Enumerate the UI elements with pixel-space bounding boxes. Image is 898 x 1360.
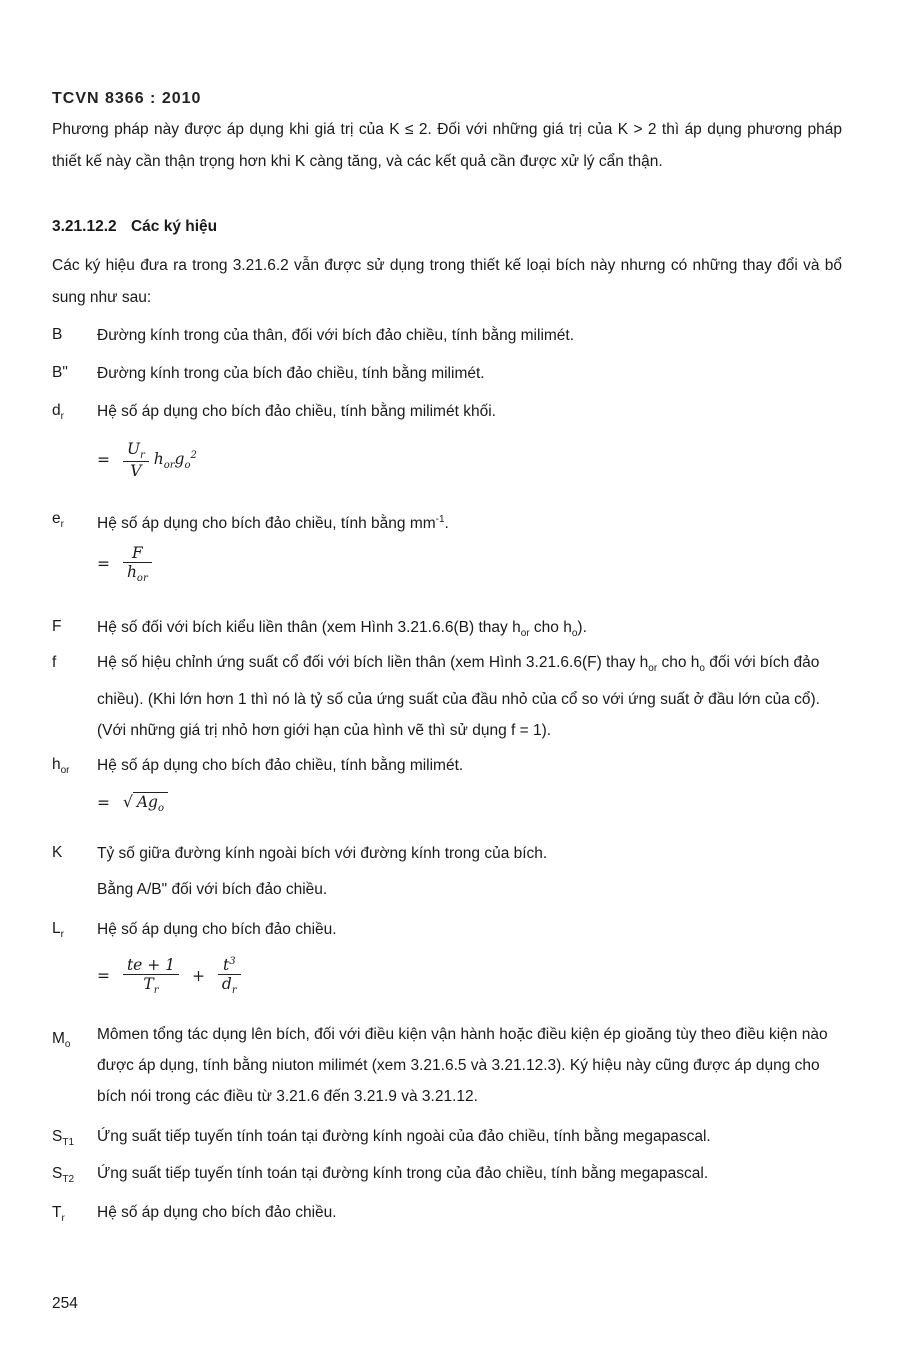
section-intro: Các ký hiệu đưa ra trong 3.21.6.2 vẫn được sử dụng trong thiết kế loại bích này nhưng có những thay đổi và bổ sung như sau: (52, 257, 842, 306)
definition-lr: Hệ số áp dụng cho bích đảo chiều. (97, 921, 337, 938)
symbol-f-lower: f (52, 654, 57, 671)
definition-f-lower: Hệ số hiệu chỉnh ứng suất cổ đối với bích liền thân (xem Hình 3.21.6.6(F) thay $h_{or}$ cho $h_o$ đối với bích đảo chiều). (Khi lớn hơn 1 thì nó là tỷ số của ứng suất của đầu nhỏ của cổ so với ứng suất ở đầu lớn của cổ). (Với những giá trị nhỏ hơn giới hạn của hình vẽ thì sử dụng f = 1). (97, 654, 820, 740)
symbol-mo: $M_o$ (52, 1030, 71, 1051)
definition-dr: Hệ số áp dụng cho bích đảo chiều, tính bằng milimét khối. (97, 403, 496, 420)
symbol-st1: $S_{T1}$ (52, 1128, 75, 1149)
section-title: Các ký hiệu (130, 218, 218, 235)
definition-hor: Hệ số áp dụng cho bích đảo chiều, tính bằng milimét. (97, 757, 464, 774)
definition-b-double-prime: Đường kính trong của bích đảo chiều, tính bằng milimét. (97, 365, 485, 382)
symbol-st2: $S_{T2}$ (52, 1165, 75, 1186)
symbol-lr: $L_r$ (52, 920, 64, 941)
formula-dr: = $\frac{U_r}{V}$ $h_{or}g_o^2$ (97, 440, 197, 481)
formula-lr: = $\frac{te + 1}{T_r}$ + $\frac{t^3}{d_r}$ (97, 956, 241, 996)
definition-tr: Hệ số áp dụng cho bích đảo chiều. (97, 1204, 337, 1221)
intro-paragraph: Phương pháp này được áp dụng khi giá trị của K ≤ 2. Đối với những giá trị của K > 2 thì áp dụng phương pháp thiết kế này cần thận trọng hơn khi K càng tăng, và các kết quả cần được xử lý cẩn thận. (52, 121, 842, 170)
symbol-dr: $d_r$ (52, 402, 64, 423)
page-header: TCVN 8366 : 2010 (52, 90, 202, 107)
symbol-f-upper: F (52, 618, 62, 635)
definition-b: Đường kính trong của thân, đối với bích đảo chiều, tính bằng milimét. (97, 327, 575, 344)
section-heading (52, 218, 217, 236)
definition-k-extra: Bằng A/B" đối với bích đảo chiều. (97, 881, 328, 898)
symbol-hor: $h_{or}$ (52, 756, 70, 777)
definition-k: Tỷ số giữa đường kính ngoài bích với đường kính trong của bích. (97, 845, 548, 862)
section-number: 3.21.12.2 (52, 218, 117, 235)
symbol-k: K (52, 844, 63, 861)
definition-er: Hệ số áp dụng cho bích đảo chiều, tính bằng $mm^{-1}$. (97, 514, 449, 533)
formula-er: = $\frac{F}{h_{or}}$ (97, 544, 152, 584)
formula-hor: = √ $Ag_o$ (97, 792, 168, 814)
definition-f-upper: Hệ số đối với bích kiểu liền thân (xem Hình 3.21.6.6(B) thay $h_{or}$ cho $h_o$). (97, 619, 587, 640)
symbol-b-double-prime: B" (52, 364, 68, 381)
definition-st1: Ứng suất tiếp tuyến tính toán tại đường kính ngoài của đảo chiều, tính bằng megapascal. (97, 1128, 711, 1145)
definition-st2: Ứng suất tiếp tuyến tính toán tại đường kính trong của đảo chiều, tính bằng megapascal. (97, 1165, 709, 1182)
symbol-tr: $T_r$ (52, 1204, 65, 1225)
page-number: 254 (52, 1295, 78, 1312)
definition-mo: Mômen tổng tác dụng lên bích, đối với điều kiện vận hành hoặc điều kiện ép gioăng tùy theo điều kiện nào được áp dụng, tính bằng niuton milimét (xem 3.21.6.5 và 3.21.12.3). Ký hiệu này cũng được áp dụng cho bích nói trong các điều từ 3.21.6 đến 3.21.9 và 3.21.12. (97, 1026, 828, 1105)
symbol-b: B (52, 326, 63, 343)
symbol-er: $e_r$ (52, 510, 64, 531)
